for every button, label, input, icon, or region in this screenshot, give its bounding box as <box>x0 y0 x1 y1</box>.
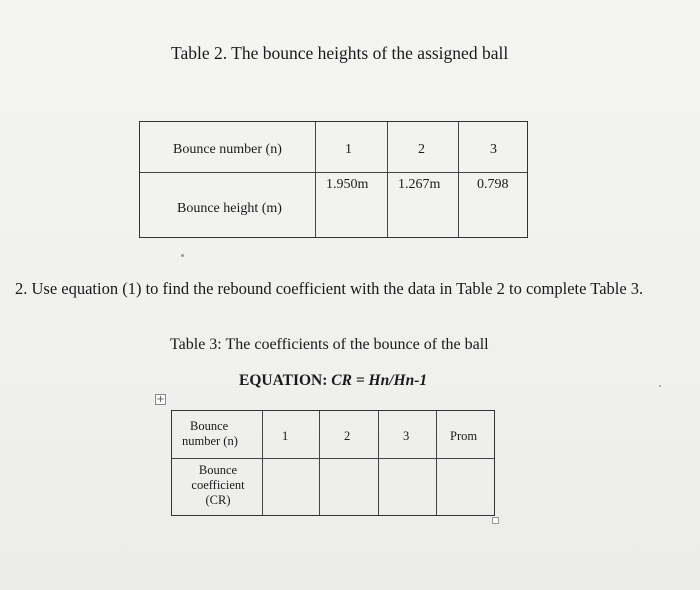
table3-row2-label <box>178 463 258 508</box>
table3-row1-label-line1: Bounce <box>190 419 229 433</box>
table2-row2-label: Bounce height (m) <box>177 201 282 216</box>
table3-row2-label-line1: Bounce <box>198 463 238 477</box>
table-move-handle-icon[interactable]: + <box>156 394 165 405</box>
table-resize-handle[interactable] <box>492 517 499 524</box>
stray-mark <box>659 385 661 387</box>
table2-title: Table 2. The bounce heights of the assigned ball <box>171 43 509 63</box>
equation-label: EQUATION: <box>239 372 332 389</box>
table3-coefficient-3[interactable] <box>380 461 434 515</box>
table2-divider <box>458 122 459 237</box>
table3-coefficient-prom[interactable] <box>438 461 492 515</box>
table2-divider <box>315 122 316 237</box>
table2-bounce-number-3: 3 <box>490 142 497 157</box>
table2-bounce-number-2: 2 <box>418 142 425 157</box>
table2-row1-label <box>173 142 282 158</box>
table3-coefficient-1[interactable] <box>264 461 318 515</box>
table2 <box>139 121 528 238</box>
table3-divider <box>319 411 320 515</box>
table2-bounce-height-3: 0.798 <box>477 177 509 192</box>
table2-bounce-height-1: 1.950m <box>326 177 369 192</box>
table3-row1-label <box>182 419 254 449</box>
equation-formula: CR = Hn/Hn-1 <box>331 372 428 389</box>
table2-bounce-height-2: 1.267m <box>398 177 441 192</box>
table3-row2-label-line3: (CR) <box>205 493 231 507</box>
table3-header-prom: Prom <box>450 429 478 443</box>
table3-header-3: 3 <box>403 429 410 443</box>
stray-mark <box>181 254 184 257</box>
table2-bounce-number-1: 1 <box>345 142 352 157</box>
table2-row-divider <box>140 172 527 173</box>
table3-coefficient-2[interactable] <box>322 461 376 515</box>
table3-row2-label-line2: coefficient <box>191 478 245 492</box>
table3-title: Table 3: The coefficients of the bounce of the ball <box>170 336 489 353</box>
table2-row1-label-text: Bounce number (n) <box>173 142 282 157</box>
table3-row1-label-line2: number (n) <box>182 434 238 448</box>
table3-row-divider <box>172 458 494 459</box>
table3-header-1: 1 <box>282 429 289 443</box>
table3 <box>171 410 495 516</box>
table2-divider <box>387 122 388 237</box>
question-2: 2. Use equation (1) to find the rebound coefficient with the data in Table 2 to complete Table 3. <box>15 279 644 298</box>
table3-header-2: 2 <box>344 429 351 443</box>
equation <box>239 372 427 390</box>
